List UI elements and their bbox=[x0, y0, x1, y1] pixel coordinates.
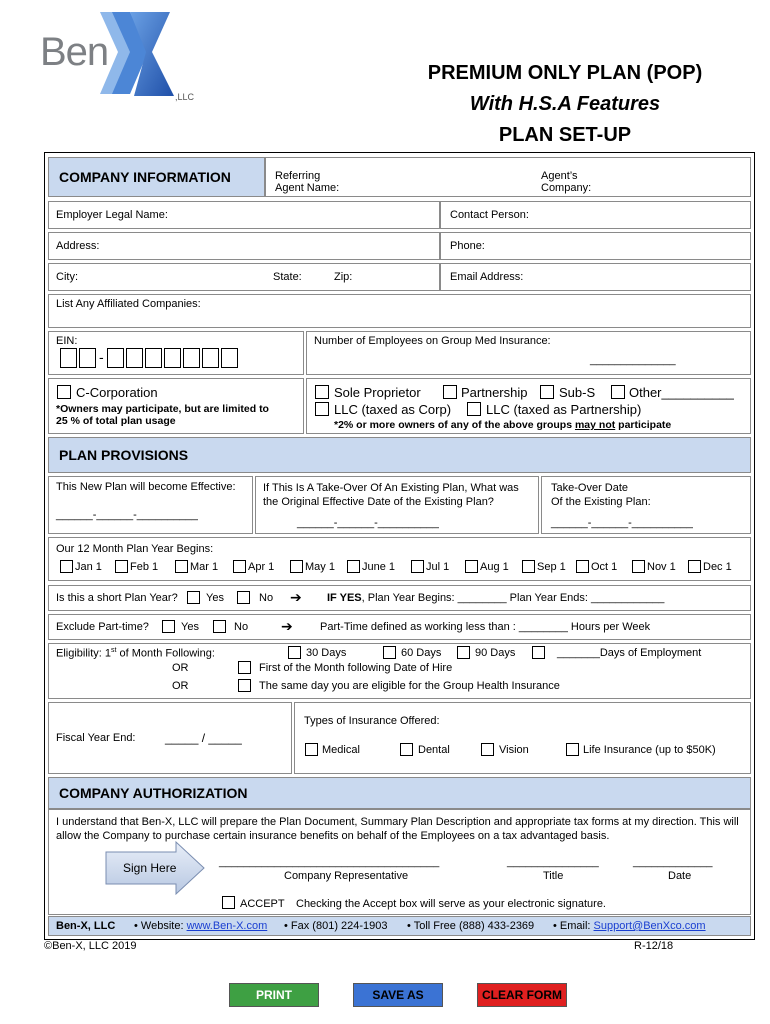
arrow-right-icon: ➔ bbox=[290, 589, 302, 605]
footer-fax: • Fax (801) 224-1903 bbox=[284, 920, 388, 932]
month-checkbox[interactable] bbox=[411, 560, 424, 573]
sole-proprietor-label: Sole Proprietor bbox=[334, 385, 421, 400]
state-label: State: bbox=[273, 271, 302, 283]
sign-here-label: Sign Here bbox=[123, 861, 177, 875]
month-checkbox[interactable] bbox=[60, 560, 73, 573]
exclude-part-time-label: Exclude Part-time? bbox=[56, 621, 149, 633]
other-checkbox[interactable] bbox=[611, 385, 625, 399]
insurance-types-cell bbox=[294, 702, 751, 774]
phone-field[interactable] bbox=[440, 232, 751, 260]
website-link[interactable]: www.Ben-X.com bbox=[186, 920, 268, 932]
month-checkbox[interactable] bbox=[688, 560, 701, 573]
affiliated-companies-label: List Any Affiliated Companies: bbox=[56, 298, 201, 310]
sub-s-label: Sub-S bbox=[559, 385, 596, 400]
dental-label: Dental bbox=[418, 744, 450, 756]
logo-llc: ,LLC bbox=[175, 92, 195, 102]
month-checkbox[interactable] bbox=[632, 560, 645, 573]
eligibility-custom-label: _______Days of Employment bbox=[557, 647, 702, 659]
ein-label: EIN: bbox=[56, 335, 78, 347]
fiscal-year-end-blank: _____ / _____ bbox=[165, 731, 242, 745]
address-field[interactable] bbox=[48, 232, 440, 260]
owners-note: *2% or more owners of any of the above groups may not participate bbox=[334, 419, 672, 431]
phone-label: Phone: bbox=[450, 240, 485, 252]
date-line[interactable]: _____________ bbox=[633, 856, 713, 868]
c-corp-checkbox[interactable] bbox=[57, 385, 71, 399]
exclude-pt-yes-label: Yes bbox=[181, 621, 199, 633]
agents-company-label: Agent’s Company: bbox=[541, 170, 592, 194]
company-info-header: COMPANY INFORMATION bbox=[48, 157, 265, 197]
effective-date-label: This New Plan will become Effective: bbox=[56, 481, 236, 493]
llc-partnership-checkbox[interactable] bbox=[467, 402, 481, 416]
medical-label: Medical bbox=[322, 744, 360, 756]
c-corp-label: C-Corporation bbox=[76, 385, 158, 400]
num-employees-label: Number of Employees on Group Med Insurance: bbox=[314, 335, 551, 347]
same-day-checkbox[interactable] bbox=[238, 679, 251, 692]
month-checkbox[interactable] bbox=[175, 560, 188, 573]
accept-note: Checking the Accept box will serve as your electronic signature. bbox=[296, 898, 606, 910]
other-label: Other__________ bbox=[629, 385, 734, 400]
month-checkbox[interactable] bbox=[347, 560, 360, 573]
title-line[interactable]: _______________ bbox=[507, 856, 599, 868]
effective-date-blank: ______-______-__________ bbox=[56, 509, 198, 521]
email-label: Email Address: bbox=[450, 271, 524, 283]
eligibility-label: Eligibility: 1st of Month Following: bbox=[56, 647, 215, 660]
month-checkbox[interactable] bbox=[115, 560, 128, 573]
or-label-2: OR bbox=[172, 680, 189, 692]
sub-s-checkbox[interactable] bbox=[540, 385, 554, 399]
save-as-button[interactable]: SAVE AS bbox=[353, 983, 443, 1007]
short-plan-no-checkbox[interactable] bbox=[237, 591, 250, 604]
sole-proprietor-checkbox[interactable] bbox=[315, 385, 329, 399]
form-subtitle-2: PLAN SET-UP bbox=[498, 124, 632, 146]
first-of-month-label: First of the Month following Date of Hire bbox=[259, 662, 453, 674]
footer-toll-free: • Toll Free (888) 433-2369 bbox=[407, 920, 535, 932]
logo-x-icon bbox=[96, 8, 178, 104]
month-label: Oct 1 bbox=[591, 561, 618, 573]
eligibility-custom-checkbox[interactable] bbox=[532, 646, 545, 659]
clear-form-button[interactable]: CLEAR FORM bbox=[477, 983, 567, 1007]
original-effective-date-label: If This Is A Take-Over Of An Existing Plan, What was the Original Effective Date of the Existing Plan? bbox=[263, 482, 519, 508]
month-checkbox[interactable] bbox=[576, 560, 589, 573]
logo-text: Ben bbox=[40, 30, 109, 74]
exclude-pt-no-checkbox[interactable] bbox=[213, 620, 226, 633]
authorization-text: I understand that Ben-X, LLC will prepare the Plan Document, Summary Plan Description and appropriate tax forms at my direction. This will allow the Company to purchase certain insurance benefits on behalf of the Employees on a tax advantaged basis. bbox=[56, 816, 739, 842]
employer-legal-name-label: Employer Legal Name: bbox=[56, 209, 168, 221]
referring-agent-label: Referring Agent Name: bbox=[275, 170, 340, 194]
same-day-label: The same day you are eligible for the Group Health Insurance bbox=[259, 680, 560, 692]
zip-label: Zip: bbox=[334, 271, 353, 283]
partnership-checkbox[interactable] bbox=[443, 385, 457, 399]
llc-corp-label: LLC (taxed as Corp) bbox=[334, 402, 452, 417]
accept-label: ACCEPT bbox=[240, 898, 285, 910]
num-employees-blank: ______________ bbox=[590, 354, 676, 366]
accept-checkbox[interactable] bbox=[222, 896, 235, 909]
part-time-defined: Part-Time defined as working less than : ________ Hours per Week bbox=[320, 621, 651, 633]
partnership-label: Partnership bbox=[461, 385, 528, 400]
life-insurance-label: Life Insurance (up to $50K) bbox=[583, 744, 716, 756]
print-button[interactable]: PRINT bbox=[229, 983, 319, 1007]
month-label: Jul 1 bbox=[426, 561, 450, 573]
first-of-month-checkbox[interactable] bbox=[238, 661, 251, 674]
footer-website: • Website: www.Ben-X.com bbox=[134, 920, 268, 932]
month-checkbox[interactable] bbox=[290, 560, 303, 573]
company-authorization-header: COMPANY AUTHORIZATION bbox=[48, 777, 751, 809]
month-label: Feb 1 bbox=[130, 561, 159, 573]
arrow-right-icon: ➔ bbox=[281, 618, 293, 634]
month-label: Jan 1 bbox=[75, 561, 102, 573]
company-rep-line[interactable]: ____________________________________ bbox=[219, 856, 440, 868]
short-plan-dates: IF YES, Plan Year Begins: ________ Plan Year Ends: ____________ bbox=[327, 592, 665, 604]
exclude-pt-no-label: No bbox=[234, 621, 249, 633]
takeover-date-blank: ______-______-__________ bbox=[551, 517, 693, 529]
company-rep-label: Company Representative bbox=[284, 870, 409, 882]
form-title: PREMIUM ONLY PLAN (POP) bbox=[427, 62, 703, 84]
insurance-types-label: Types of Insurance Offered: bbox=[304, 715, 440, 727]
copyright: ©Ben-X, LLC 2019 bbox=[44, 940, 137, 952]
short-plan-yes-label: Yes bbox=[206, 592, 224, 604]
month-label: Nov 1 bbox=[647, 561, 676, 573]
short-plan-no-label: No bbox=[259, 592, 274, 604]
revision: R-12/18 bbox=[634, 940, 674, 952]
title-label: Title bbox=[543, 870, 564, 882]
takeover-date-label: Take-Over Date Of the Existing Plan: bbox=[551, 482, 651, 508]
short-plan-year-label: Is this a short Plan Year? bbox=[56, 592, 178, 604]
month-checkbox[interactable] bbox=[522, 560, 535, 573]
month-checkbox[interactable] bbox=[465, 560, 478, 573]
month-label: Mar 1 bbox=[190, 561, 219, 573]
dental-checkbox[interactable] bbox=[400, 743, 413, 756]
month-label: Apr 1 bbox=[248, 561, 275, 573]
month-label: Aug 1 bbox=[480, 561, 509, 573]
contact-person-label: Contact Person: bbox=[450, 209, 529, 221]
month-label: June 1 bbox=[362, 561, 396, 573]
eligibility-90-checkbox[interactable] bbox=[457, 646, 470, 659]
footer-company: Ben-X, LLC bbox=[56, 920, 116, 932]
fiscal-year-end-label: Fiscal Year End: bbox=[56, 732, 136, 744]
medical-checkbox[interactable] bbox=[305, 743, 318, 756]
address-label: Address: bbox=[56, 240, 100, 252]
month-label: May 1 bbox=[305, 561, 335, 573]
city-state-zip-field[interactable] bbox=[48, 263, 440, 291]
eligibility-60-label: 60 Days bbox=[401, 647, 442, 659]
eligibility-90-label: 90 Days bbox=[475, 647, 516, 659]
llc-partnership-label: LLC (taxed as Partnership) bbox=[486, 402, 642, 417]
or-label: OR bbox=[172, 662, 189, 674]
form-subtitle: With H.S.A Features bbox=[469, 93, 661, 115]
email-link[interactable]: Support@BenXco.com bbox=[593, 920, 706, 932]
month-label: Sep 1 bbox=[537, 561, 566, 573]
short-plan-yes-checkbox[interactable] bbox=[187, 591, 200, 604]
eligibility-30-label: 30 Days bbox=[306, 647, 347, 659]
llc-corp-checkbox[interactable] bbox=[315, 402, 329, 416]
plan-year-begins-label: Our 12 Month Plan Year Begins: bbox=[56, 543, 214, 555]
eligibility-60-checkbox[interactable] bbox=[383, 646, 396, 659]
plan-provisions-header: PLAN PROVISIONS bbox=[48, 437, 751, 473]
city-label: City: bbox=[56, 271, 78, 283]
month-checkbox[interactable] bbox=[233, 560, 246, 573]
original-effective-date-blank: ______-______-__________ bbox=[297, 517, 439, 529]
vision-checkbox[interactable] bbox=[481, 743, 494, 756]
month-label: Dec 1 bbox=[703, 561, 732, 573]
life-insurance-checkbox[interactable] bbox=[566, 743, 579, 756]
footer-email: • Email: Support@BenXco.com bbox=[553, 920, 706, 932]
c-corp-note: *Owners may participate, but are limited to 25 % of total plan usage bbox=[56, 403, 269, 427]
eligibility-30-checkbox[interactable] bbox=[288, 646, 301, 659]
exclude-pt-yes-checkbox[interactable] bbox=[162, 620, 175, 633]
vision-label: Vision bbox=[499, 744, 529, 756]
date-label: Date bbox=[668, 870, 692, 882]
